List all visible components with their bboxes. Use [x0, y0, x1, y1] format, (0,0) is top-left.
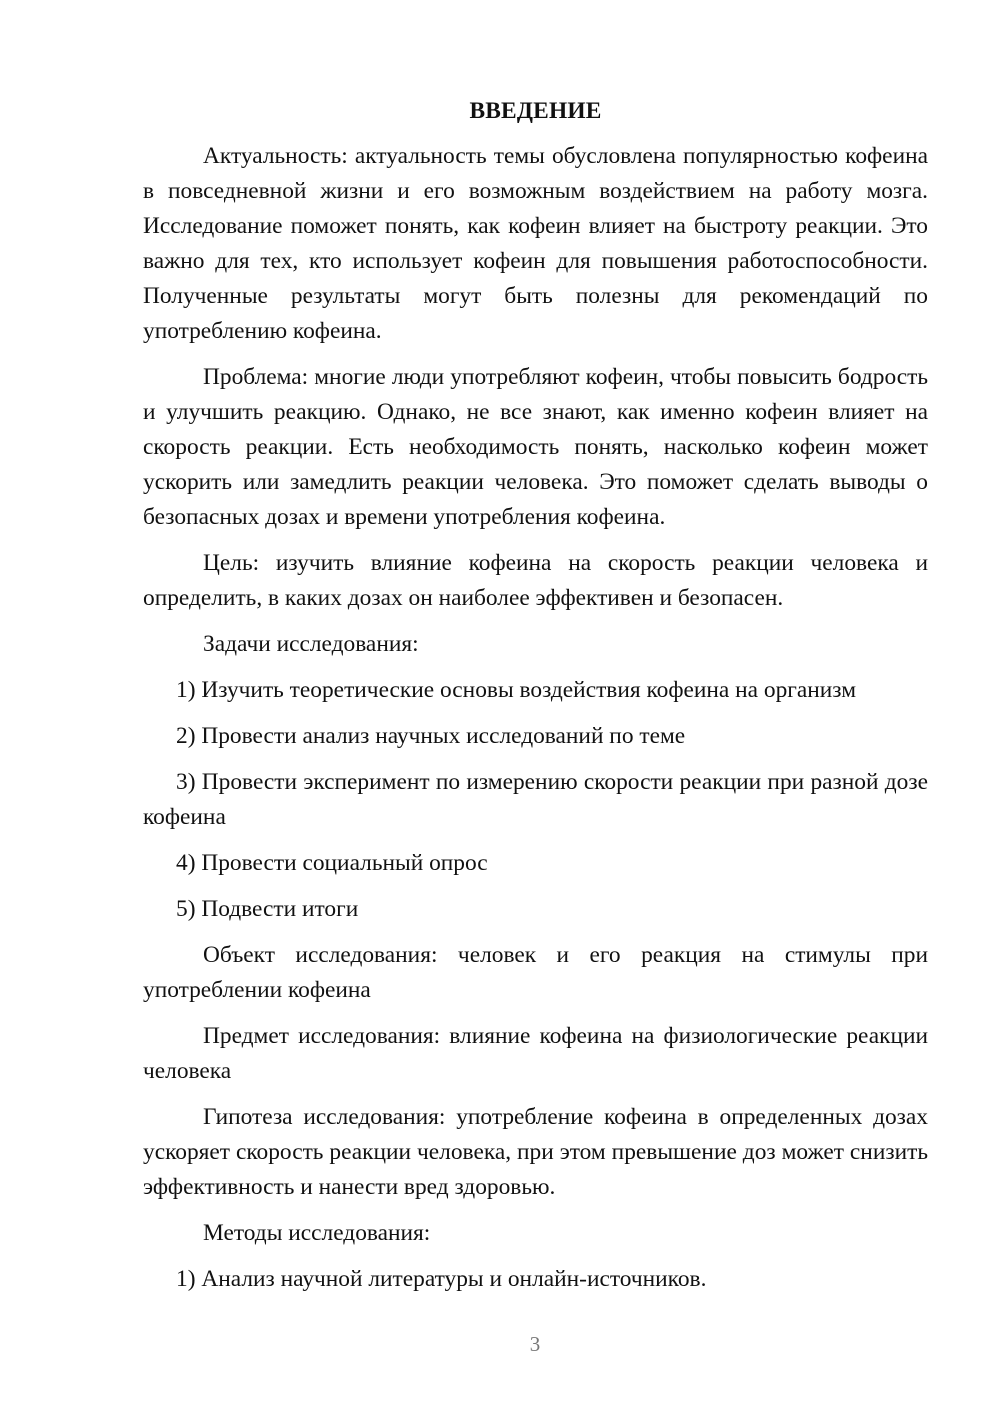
goal-paragraph: Цель: изучить влияние кофеина на скорость реакции человека и определить, в каких дозах он наиболее эффективен и безопасен.	[143, 550, 928, 611]
document-page	[143, 94, 928, 1308]
task-item: 4) Провести социальный опрос	[176, 850, 488, 876]
page-number: 3	[529, 1332, 541, 1356]
relevance-paragraph: Актуальность: актуальность темы обусловлена популярностью кофеина в повседневной жизни и его возможным воздействием на работу мозга. Исследование поможет понять, как кофеин влияет на быстроту реакции. Это важно для тех, кто использует кофеин для повышения работоспособности. Полученные результаты могут быть полезны для рекомендаций по употреблению кофеина.	[143, 143, 928, 344]
task-item: 2) Провести анализ научных исследований по теме	[176, 723, 686, 749]
task-item: 3) Провести эксперимент по измерению скорости реакции при разной дозе кофеина	[143, 769, 928, 830]
page-title: ВВЕДЕНИЕ	[469, 98, 602, 124]
hypothesis-paragraph: Гипотеза исследования: употребление кофеина в определенных дозах ускоряет скорость реакции человека, при этом превышение доз может снизить эффективность и нанести вред здоровью.	[143, 1104, 928, 1200]
methods-heading: Методы исследования:	[203, 1220, 431, 1246]
subject-paragraph: Предмет исследования: влияние кофеина на физиологические реакции человека	[143, 1023, 928, 1084]
problem-paragraph: Проблема: многие люди употребляют кофеин, чтобы повысить бодрость и улучшить реакцию. Однако, не все знают, как именно кофеин влияет на скорость реакции. Есть необходимость понять, насколько кофеин может ускорить или замедлить реакции человека. Это поможет сделать выводы о безопасных дозах и времени употребления кофеина.	[143, 364, 928, 530]
method-item: 1) Анализ научной литературы и онлайн-источников.	[176, 1266, 707, 1292]
object-paragraph: Объект исследования: человек и его реакция на стимулы при употреблении кофеина	[143, 942, 928, 1003]
task-item: 1) Изучить теоретические основы воздействия кофеина на организм	[176, 677, 857, 703]
task-item: 5) Подвести итоги	[176, 896, 359, 922]
tasks-heading: Задачи исследования:	[203, 631, 419, 657]
